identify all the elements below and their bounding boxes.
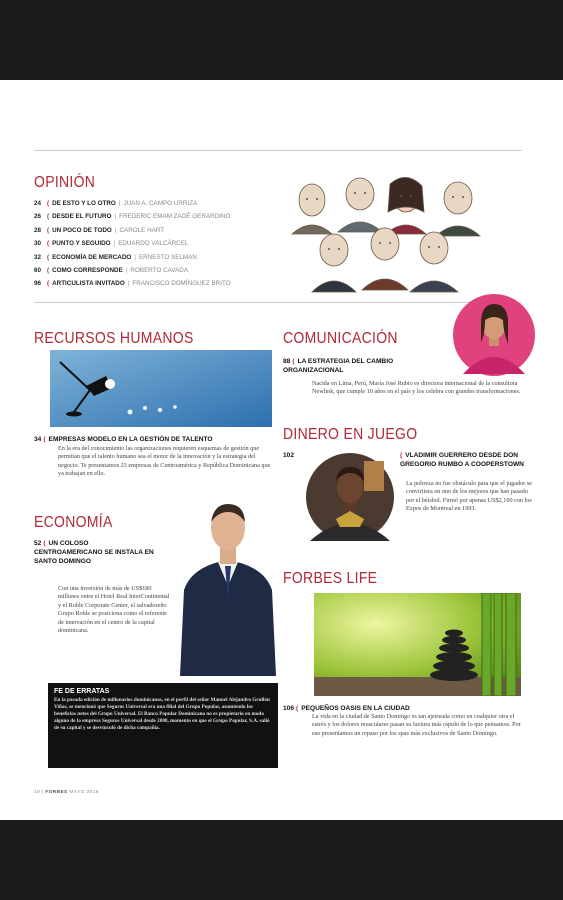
economia-businessman-photo [178, 500, 278, 676]
section-heading-opinion: OPINIÓN [34, 172, 96, 191]
dinero-body: La pobreza no fue obstáculo para que el jugador se convirtiera en uno de los mejores que han pasado por el béisbol. Firmó por apenas US$2,100 con los Expos de Montreal en 1993. [406, 480, 532, 513]
recursos-lamp-image [50, 350, 272, 427]
list-item[interactable]: 30 ( PUNTO Y SEGUIDO | EDUARDO VALCÁRCEL [34, 240, 189, 248]
recursos-body: En la era del conocimiento las organizaciones requieren esquemas de gestión que permitan que el talento humano sea el motor de la innovación y la estrategia del negocio. Te presentamos 23 empresas de Centroamérica y República Dominicana que ya trabajan en ello. [58, 445, 271, 478]
dinero-headline[interactable]: ( VLADIMIR GUERRERO DESDE DON GREGORIO RUMBO A COOPERSTOWN [400, 452, 524, 468]
top-rule [34, 150, 522, 151]
dinero-player-photo [306, 453, 394, 541]
forbes-life-headline[interactable]: 106 ( PEQUEÑOS OASIS EN LA CIUDAD [283, 705, 410, 712]
errata-body: En la pasada edición de millonarios dominicanos, en el perfil del señor Manuel Alejandro Grullón Viñas, se mencionó que Seguros Universal era una filial del Grupo Popular, asumiendo los beneficios netos del Grupo Universal. El Banco Popular Dominicano no es propietario en modo alguno de la empresa Seguros Universal desde 2008, momento en que el Grupo Popular, S.A. salió de su capital y se desvinculó de dicha compañía. [54, 697, 270, 731]
section-heading-dinero-en-juego: DINERO EN JUEGO [283, 424, 418, 443]
list-item[interactable]: 96 ( ARTICULISTA INVITADO | FRANCISCO DOMÍNGUEZ BRITO [34, 280, 231, 288]
section-heading-recursos-humanos: RECURSOS HUMANOS [34, 328, 194, 347]
top-black-bar [0, 0, 563, 80]
opinion-list [34, 197, 304, 291]
section-heading-forbes-life: FORBES LIFE [283, 568, 378, 587]
list-item[interactable]: 24 ( DE ESTO Y LO OTRO | JUAN A. CAMPO URRIZA [34, 200, 198, 207]
section-heading-economia: ECONOMÍA [34, 512, 113, 531]
forbes-life-body: La vida en la ciudad de Santo Domingo es tan ajetreada como en cualquier otra el estrés y los dolores musculares pasan su factura más rápido de lo que pensamos. Por eso presentamos un repaso por los spas más exclusivos de Santo Domingo. [312, 713, 521, 737]
mid-rule [34, 302, 522, 303]
dinero-page-number: 102 [283, 452, 295, 459]
errata-box [48, 683, 278, 768]
bottom-black-bar [0, 820, 563, 900]
columnists-illustration [290, 172, 495, 297]
comunicacion-body: Nacida en Lima, Perú, María José Rubio es directora internacional de la consultora Newlink, que cumple 10 años en el país y los celebra con grandes transformaciones. [312, 380, 521, 396]
page-footer: 10 | FORBES MAYO 2018 [34, 790, 99, 795]
list-item[interactable]: 32 ( ECONOMÍA DE MERCADO | ERNESTO SELMAN [34, 253, 197, 261]
recursos-headline[interactable]: 34 ( EMPRESAS MODELO EN LA GESTIÓN DE TALENTO [34, 436, 213, 443]
comunicacion-portrait-photo [453, 294, 535, 376]
section-heading-comunicacion: COMUNICACIÓN [283, 328, 398, 347]
list-item[interactable]: 60 ( COMO CORRESPONDE | ROBERTO CAVADA [34, 266, 189, 274]
list-item[interactable]: 28 ( UN POCO DE TODO | CAROLE HART [34, 226, 165, 234]
comunicacion-headline[interactable]: 88 ( LA ESTRATEGIA DEL CAMBIO ORGANIZACIONAL [283, 358, 394, 374]
forbes-life-spa-photo [314, 593, 521, 696]
economia-body: Con una inversión de más de US$180 millones entre el Hotel Real InterContinental y el Roble Corporate Center, el salvadoreño Grupo Roble se posiciona como el referente de innovación en el centro de la capital dominicana. [58, 585, 170, 635]
list-item[interactable]: 26 ( DESDE EL FUTURO | FREDERIC EMAM ZADÉ GERARDINO [34, 213, 231, 221]
magazine-page [0, 80, 563, 820]
economia-headline[interactable]: 52 ( UN COLOSO CENTROAMERICANO SE INSTALA EN SANTO DOMINGO [34, 540, 154, 565]
errata-title: FE DE ERRATAS [54, 688, 110, 695]
